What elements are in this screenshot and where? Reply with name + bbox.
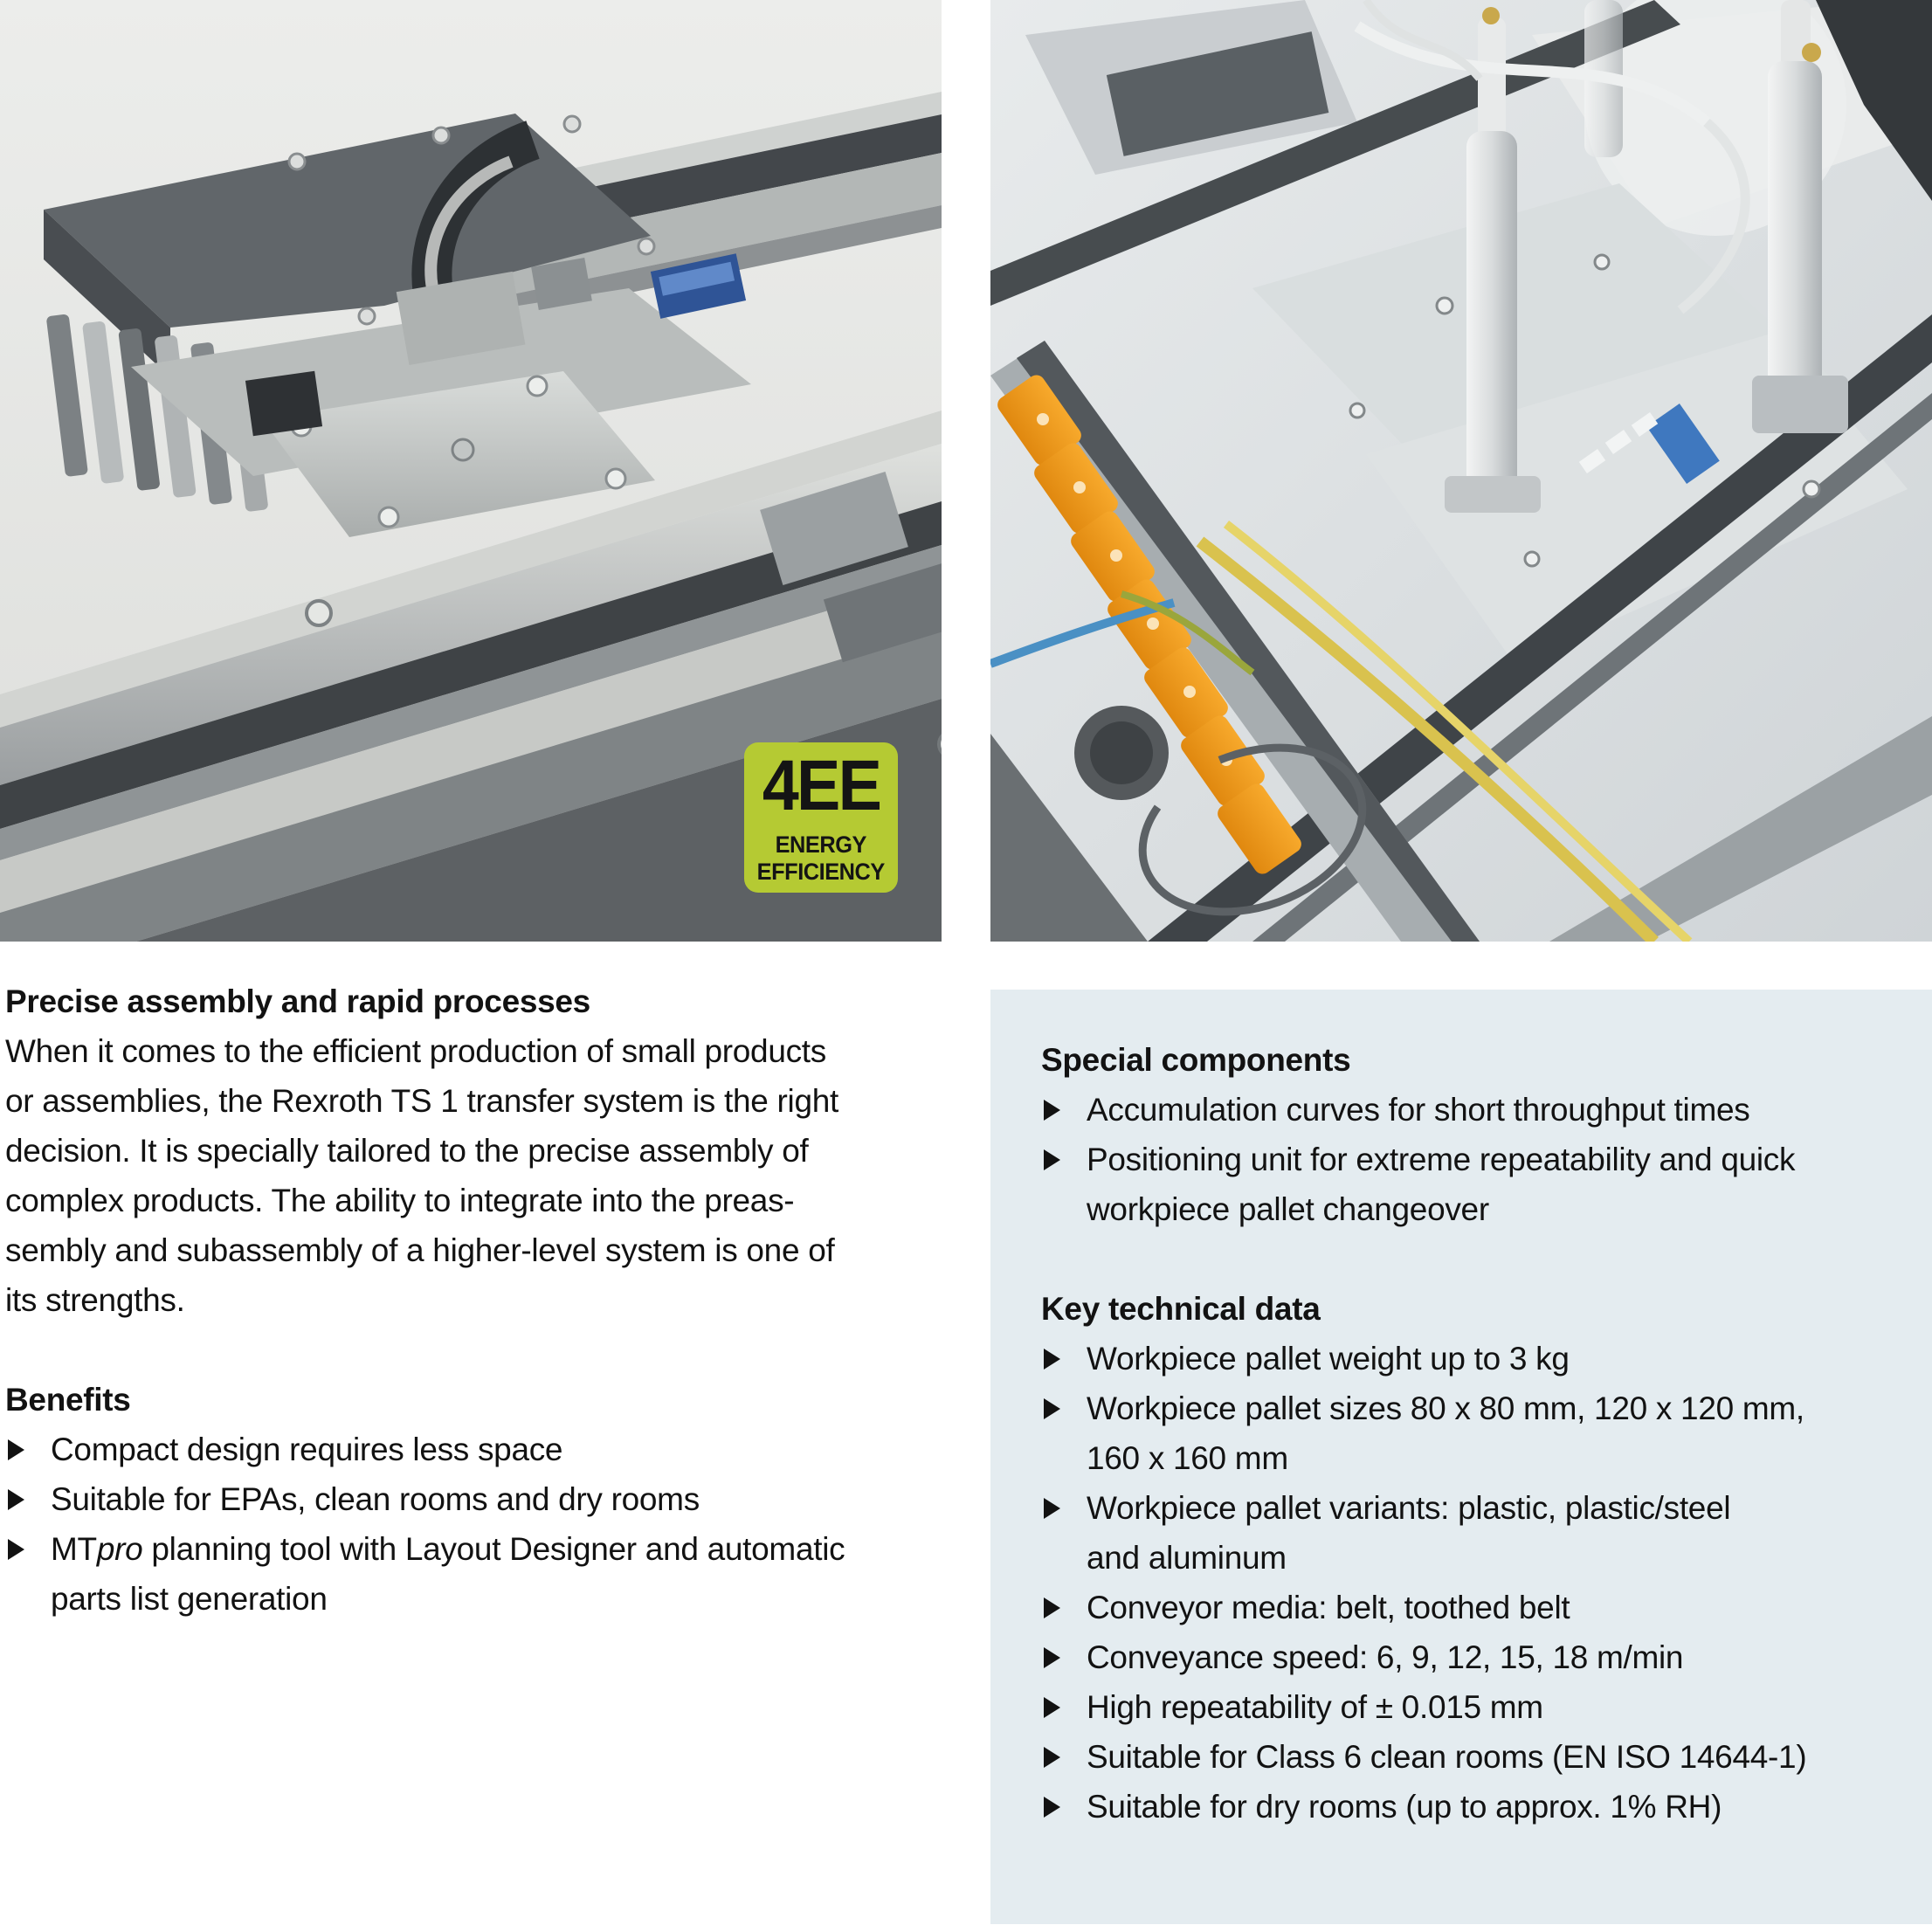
intro-paragraph: [5, 1026, 983, 1325]
text-line: Compact design requires less space: [51, 1432, 563, 1467]
technical-info-box: [990, 990, 1932, 1924]
info-box-content: [1041, 1035, 1897, 1832]
bullet-arrow-icon: [1044, 1100, 1060, 1121]
bullet-item: [1041, 1383, 1897, 1483]
vertical-spacer: [1041, 1234, 1897, 1284]
bullet-text: [51, 1425, 562, 1474]
section-heading-special-components: Special components: [1041, 1042, 1351, 1078]
bullet-arrow-icon: [8, 1539, 24, 1560]
bullet-arrow-icon: [1044, 1149, 1060, 1170]
benefits-list: [5, 1425, 983, 1624]
bullet-item: [1041, 1583, 1897, 1632]
text-line: Conveyor media: belt, toothed belt: [1087, 1590, 1570, 1625]
bullet-item: [1041, 1135, 1897, 1234]
text-line: Workpiece pallet weight up to 3 kg: [1087, 1341, 1570, 1377]
bullet-item: [1041, 1483, 1897, 1583]
text-line: its strengths.: [5, 1282, 185, 1318]
special-components-list: [1041, 1085, 1897, 1234]
bullet-item: [5, 1425, 983, 1474]
bullet-arrow-icon: [1044, 1697, 1060, 1718]
text-line: and aluminum: [1087, 1540, 1287, 1576]
text-line: Suitable for dry rooms (up to approx. 1% RH): [1087, 1789, 1722, 1825]
text-line: decision. It is specially tailored to the precise assembly of: [5, 1133, 809, 1169]
text-line: Workpiece pallet variants: plastic, plastic/steel: [1087, 1490, 1731, 1526]
bullet-arrow-icon: [1044, 1398, 1060, 1419]
photo-transfer-system-curve: [0, 0, 942, 942]
section-heading-benefits: Benefits: [5, 1382, 131, 1418]
right-photo-illustration: [990, 0, 1932, 942]
bullet-arrow-icon: [8, 1489, 24, 1510]
text-line: Suitable for Class 6 clean rooms (EN ISO 14644-1): [1087, 1739, 1807, 1775]
text-line: parts list generation: [51, 1581, 328, 1617]
text-line: sembly and subassembly of a higher-level system is one of: [5, 1232, 835, 1268]
text-line: MTpro planning tool with Layout Designer and automatic: [51, 1531, 845, 1567]
text-line: Workpiece pallet sizes 80 x 80 mm, 120 x 120 mm,: [1087, 1390, 1804, 1426]
photo-assembly-line: [990, 0, 1932, 942]
bullet-text: [1087, 1583, 1570, 1632]
text-line: 160 x 160 mm: [1087, 1440, 1288, 1476]
bullet-item: [1041, 1732, 1897, 1782]
bullet-text: [1087, 1782, 1722, 1832]
text-line: Accumulation curves for short throughput times: [1087, 1092, 1750, 1128]
text-line: Suitable for EPAs, clean rooms and dry rooms: [51, 1481, 700, 1517]
bullet-item: [1041, 1682, 1897, 1732]
bullet-text: [1087, 1334, 1570, 1383]
bullet-arrow-icon: [1044, 1747, 1060, 1768]
bullet-text: [1087, 1632, 1683, 1682]
text-line: Positioning unit for extreme repeatability and quick: [1087, 1142, 1796, 1177]
badge-subtitle: ENERGY EFFICIENCY: [756, 831, 886, 885]
vertical-spacer: [5, 1325, 983, 1375]
bullet-item: [1041, 1085, 1897, 1135]
badge-title: 4EE: [762, 746, 880, 825]
bullet-arrow-icon: [1044, 1797, 1060, 1818]
text-line: or assemblies, the Rexroth TS 1 transfer system is the right: [5, 1083, 838, 1119]
bullet-text: [1087, 1085, 1749, 1135]
energy-efficiency-badge: [744, 742, 898, 893]
bullet-text: [1087, 1135, 1795, 1234]
text-line: complex products. The ability to integrate into the preas-: [5, 1183, 795, 1218]
bullet-item: [1041, 1632, 1897, 1682]
bullet-text: [1087, 1483, 1730, 1583]
bullet-item: [1041, 1782, 1897, 1832]
intro-text-column: [5, 976, 983, 1624]
key-technical-data-list: [1041, 1334, 1897, 1832]
adjustment-knob: [1074, 706, 1169, 800]
bullet-item: [5, 1474, 983, 1524]
section-heading-key-technical-data: Key technical data: [1041, 1291, 1321, 1327]
stop-gate-block: [245, 371, 322, 437]
bullet-text: [51, 1474, 700, 1524]
bullet-text: [1087, 1732, 1806, 1782]
bullet-arrow-icon: [1044, 1647, 1060, 1668]
text-line: Conveyance speed: 6, 9, 12, 15, 18 m/min: [1087, 1639, 1684, 1675]
sensor-block: [531, 258, 592, 310]
bullet-arrow-icon: [8, 1439, 24, 1460]
bullet-item: [1041, 1334, 1897, 1383]
text-line: workpiece pallet changeover: [1087, 1191, 1489, 1227]
bullet-arrow-icon: [1044, 1349, 1060, 1370]
section-heading-precise-assembly: Precise assembly and rapid processes: [5, 983, 590, 1019]
bullet-text: [51, 1524, 845, 1624]
bullet-item: [5, 1524, 983, 1624]
bullet-arrow-icon: [1044, 1597, 1060, 1618]
bullet-arrow-icon: [1044, 1498, 1060, 1519]
text-line: When it comes to the efficient production of small products: [5, 1033, 826, 1069]
text-line: High repeatability of ± 0.015 mm: [1087, 1689, 1543, 1725]
bullet-text: [1087, 1682, 1543, 1732]
bullet-text: [1087, 1383, 1804, 1483]
